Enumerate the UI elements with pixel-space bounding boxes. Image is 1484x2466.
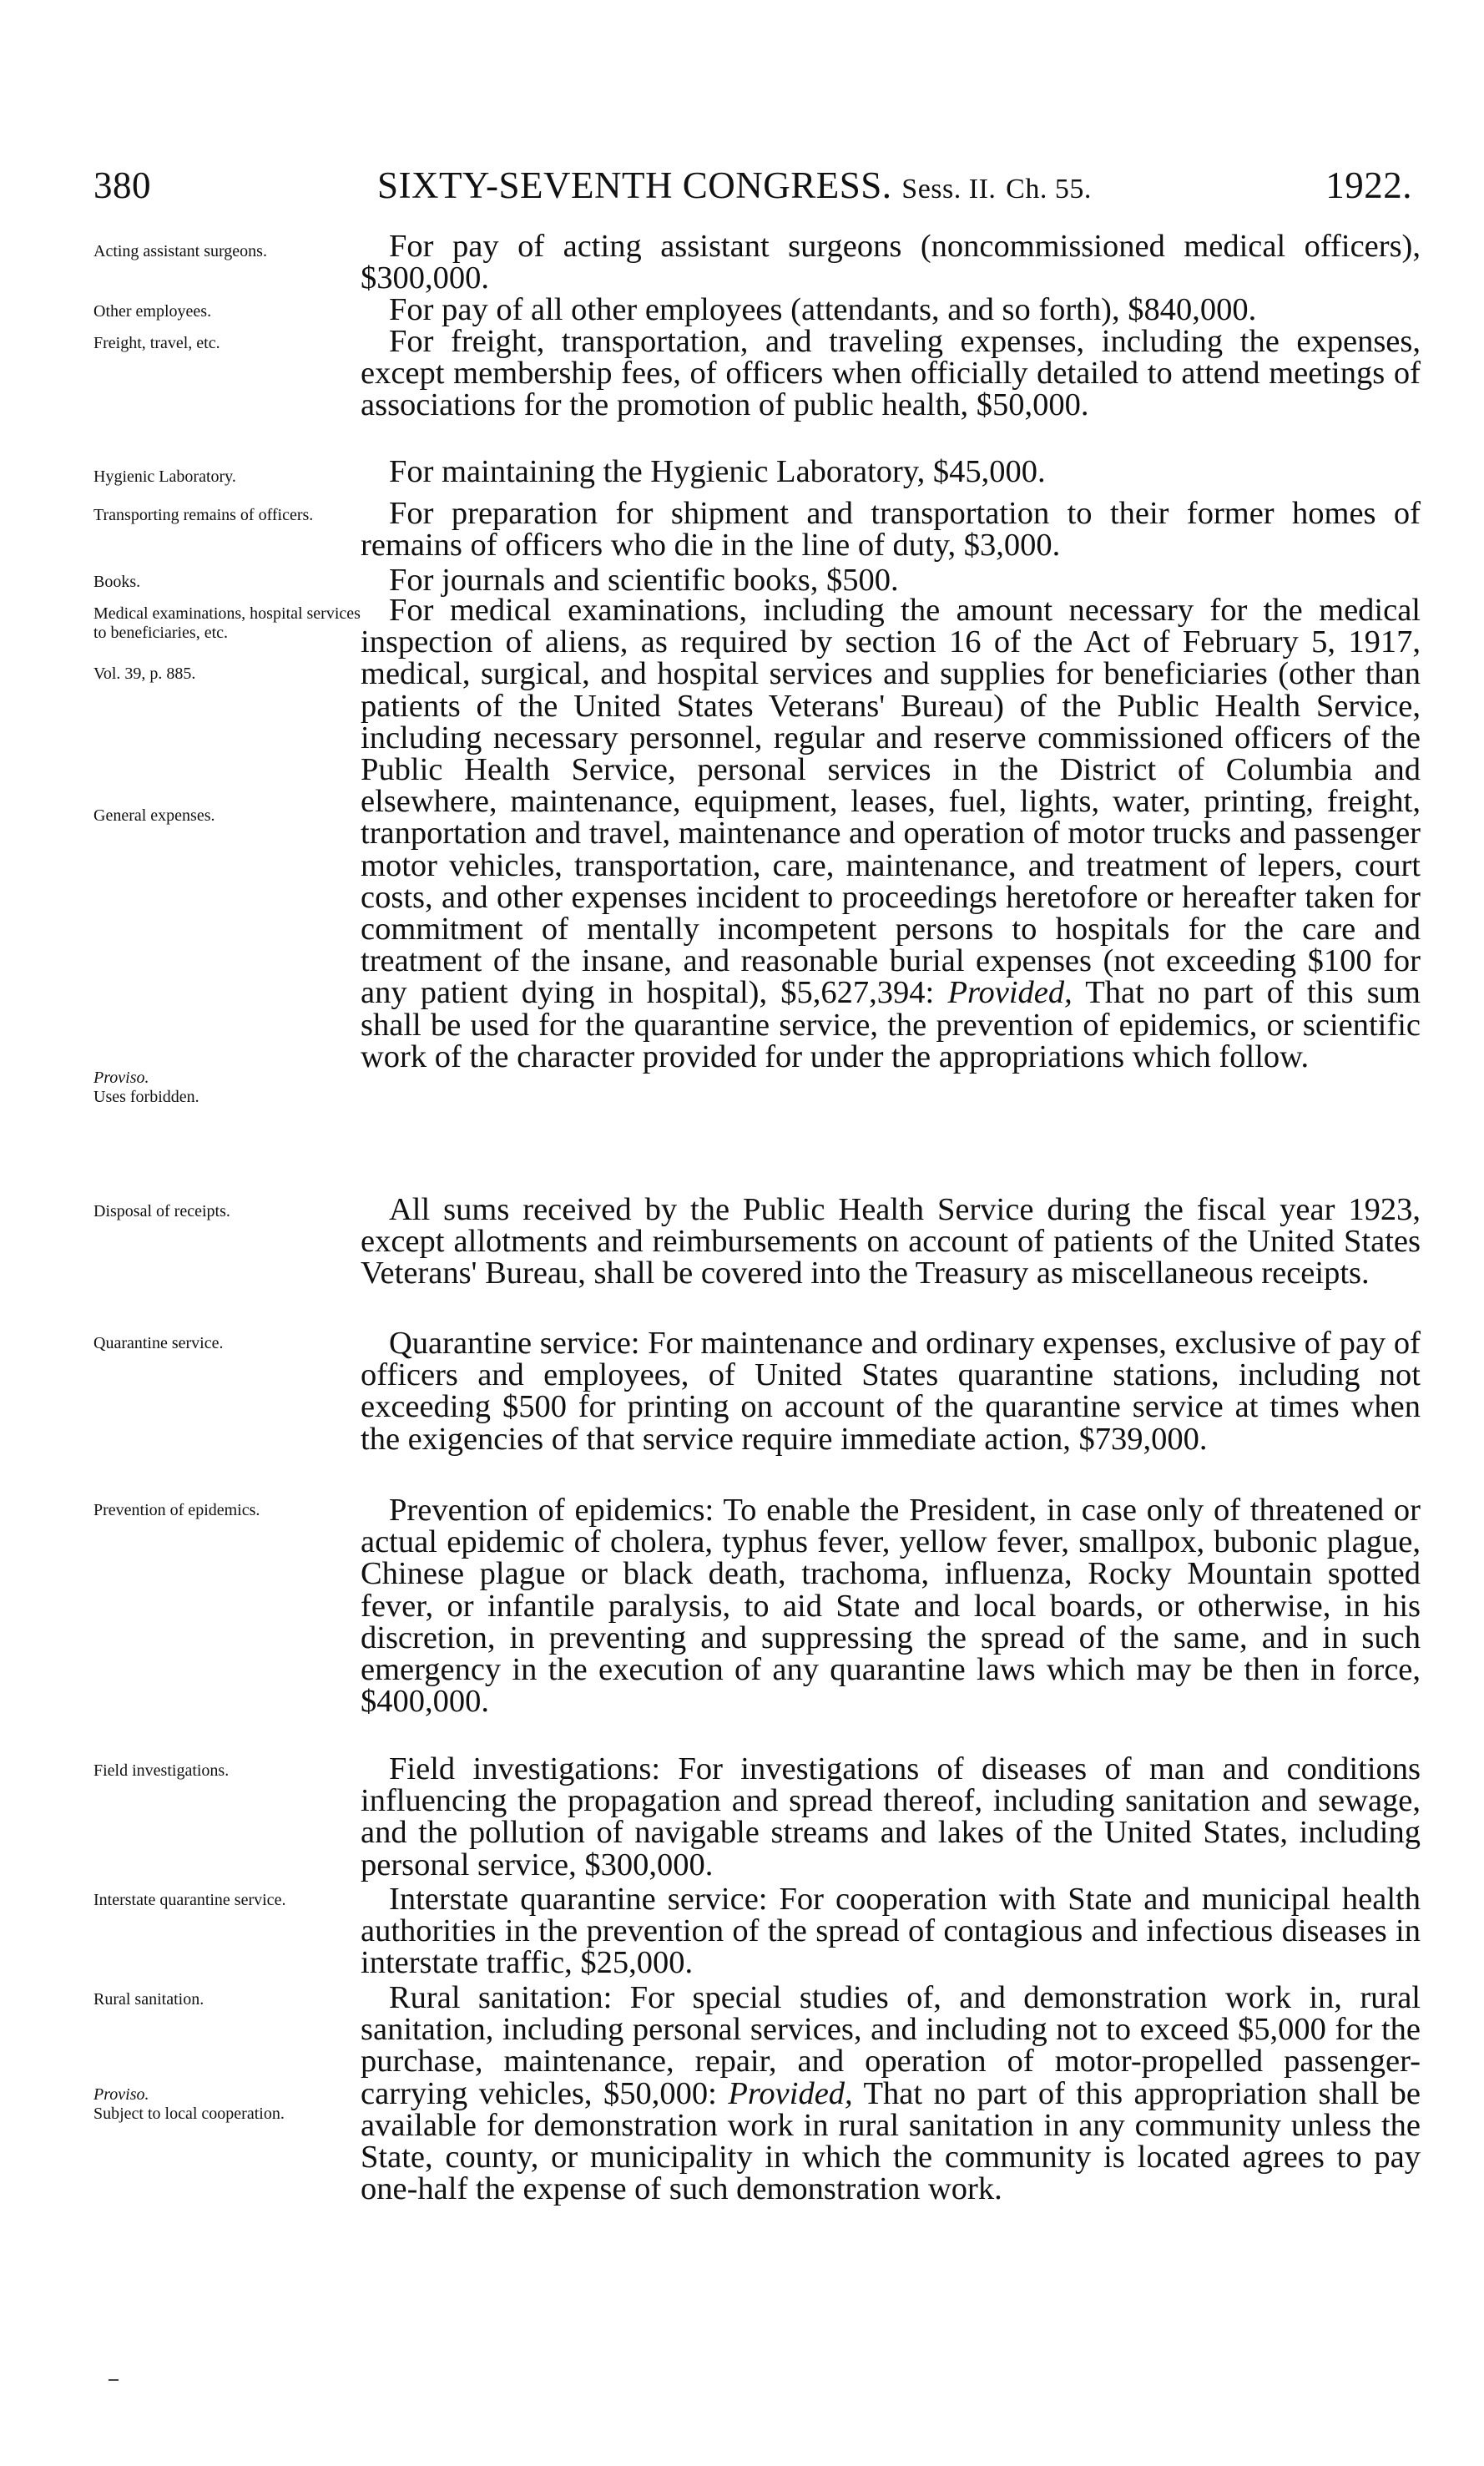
margin-note-acting: Acting assistant surgeons. — [93, 242, 267, 260]
paragraph-hygienic: For maintaining the Hygienic Laboratory, $45,000. — [389, 454, 1046, 489]
margin-note-transport: Transporting remains of officers. — [93, 506, 314, 524]
provided-italic: Provided, — [728, 2075, 853, 2111]
paragraph-transport: For preparation for shipment and transportation to their former homes of remains of officers who die in the line of duty, $3,000. — [361, 496, 1421, 563]
paragraph-interstate: Interstate quarantine service: For cooperation with State and municipal health authorities in the prevention of the spread of contagious and infectious diseases in interstate traffic, $25,000. — [361, 1882, 1421, 1981]
paragraph-field: Field investigations: For investigations of diseases of man and conditions influencing the propagation and spread thereof, including sanitation and sewage, and the pollution of navigable streams and lakes of the United States, including personal service, $300,000. — [361, 1751, 1421, 1882]
proviso-label: Proviso. — [93, 1069, 149, 1087]
page-header — [93, 164, 1412, 210]
paragraph-quarantine: Quarantine service: For maintenance and ordinary expenses, exclusive of pay of officers and employees, of United States quarantine stations, including not exceeding $500 for printing on account of the quarantine service at times when the exigencies of that service require immediate action, $739,000. — [361, 1326, 1421, 1457]
paragraph-books: For journals and scientific books, $500. — [389, 563, 899, 598]
proviso-text: Uses forbidden. — [93, 1088, 199, 1106]
margin-note-disposal: Disposal of receipts. — [93, 1202, 230, 1220]
margin-note-proviso-2 — [93, 2085, 369, 2124]
margin-note-books: Books. — [93, 573, 141, 591]
margin-note-field: Field investigations. — [93, 1761, 230, 1780]
margin-note-freight: Freight, travel, etc. — [93, 334, 220, 352]
margin-note-general: General expenses. — [93, 806, 215, 825]
margin-note-medical: Medical examinations, hospital services to beneficiaries, etc. — [93, 604, 361, 642]
margin-note-prevention: Prevention of epidemics. — [93, 1501, 260, 1519]
chapter-label: Ch. 55. — [1006, 174, 1092, 205]
margin-note-other-employees: Other employees. — [93, 302, 212, 321]
paragraph-acting-surgeons: For pay of acting assistant surgeons (noncommissioned medical officers), $300,000. — [361, 229, 1421, 296]
header-year: 1922. — [1325, 164, 1412, 206]
paragraph-disposal: All sums received by the Public Health Service during the fiscal year 1923, except allotments and reimbursements on account of patients of the United States Veterans' Bureau, shall be covered into the Treasury as miscellaneous receipts. — [361, 1192, 1421, 1291]
paragraph-freight: For freight, transportation, and traveling expenses, including the expenses, except membership fees, of officers when officially detailed to attend meetings of associations for the promotion of public health, $50,000. — [361, 324, 1421, 423]
paragraph-rural: Rural sanitation: For special studies of, and demonstration work in, rural sanitation, including personal services, and including not to exceed $5,000 for the purchase, maintenance, repair, and operation of motor-propelled passenger-carrying vehicles, $50,000: Provided, That no part of this appropriation shall be available for demonstration work in rural sanitation in any community unless the State, county, or municipality in which the community is located agrees to pay one-half the expense of such demonstration work. — [361, 1980, 1421, 2207]
paragraph-medical: For medical examinations, including the amount necessary for the medical inspection of aliens, as required by section 16 of the Act of February 5, 1917, medical, surgical, and hospital services and supplies for beneficiaries (other than patients of the United States Veterans' Bureau) of the Public Health Service, including necessary personnel, regular and reserve commissioned officers of the Public Health Service, personal services in the District of Columbia and elsewhere, maintenance, equipment, leases, fuel, lights, water, printing, freight, tranportation and travel, maintenance and operation of motor trucks and passenger motor vehicles, transportation, care, maintenance, and treatment of lepers, court costs, and other expenses incident to proceedings heretofore or hereafter taken for commitment of mentally incompetent persons to hospitals for the care and treatment of the insane, and reasonable burial expenses (not exceeding $100 for any patient dying in hospital), $5,627,394: Provided, That no part of this sum shall be used for the quarantine service, the prevention of epidemics, or scientific work of the character provided for under the appropriations which follow. — [361, 593, 1421, 1074]
running-title — [377, 164, 1092, 207]
proviso-text: Subject to local cooperation. — [93, 2105, 285, 2123]
congress-title: SIXTY-SEVENTH CONGRESS. — [377, 164, 892, 206]
margin-note-vol: Vol. 39, p. 885. — [93, 665, 196, 683]
margin-note-interstate: Interstate quarantine service. — [93, 1891, 286, 1909]
paragraph-prevention: Prevention of epidemics: To enable the President, in case only of threatened or actual epidemic of cholera, typhus fever, yellow fever, smallpox, bubonic plague, Chinese plague or black death, trachoma, influenza, Rocky Mountain spotted fever, or infantile paralysis, to aid State and local boards, or otherwise, in his discretion, in preventing and suppressing the spread of the same, and in such emergency in the execution of any quarantine laws which may be then in force, $400,000. — [361, 1493, 1421, 1720]
margin-note-proviso-1 — [93, 1069, 369, 1107]
proviso-label: Proviso. — [93, 2085, 149, 2104]
session-label: Sess. II. — [901, 174, 997, 205]
provided-italic: Provided, — [947, 975, 1073, 1011]
page-mark — [109, 2379, 119, 2381]
margin-note-quarantine: Quarantine service. — [93, 1334, 224, 1352]
page-number: 380 — [93, 164, 151, 206]
paragraph-other-employees: For pay of all other employees (attendants, and so forth), $840,000. — [389, 292, 1257, 327]
margin-note-hygienic: Hygienic Laboratory. — [93, 467, 236, 486]
margin-note-rural: Rural sanitation. — [93, 1990, 204, 2009]
